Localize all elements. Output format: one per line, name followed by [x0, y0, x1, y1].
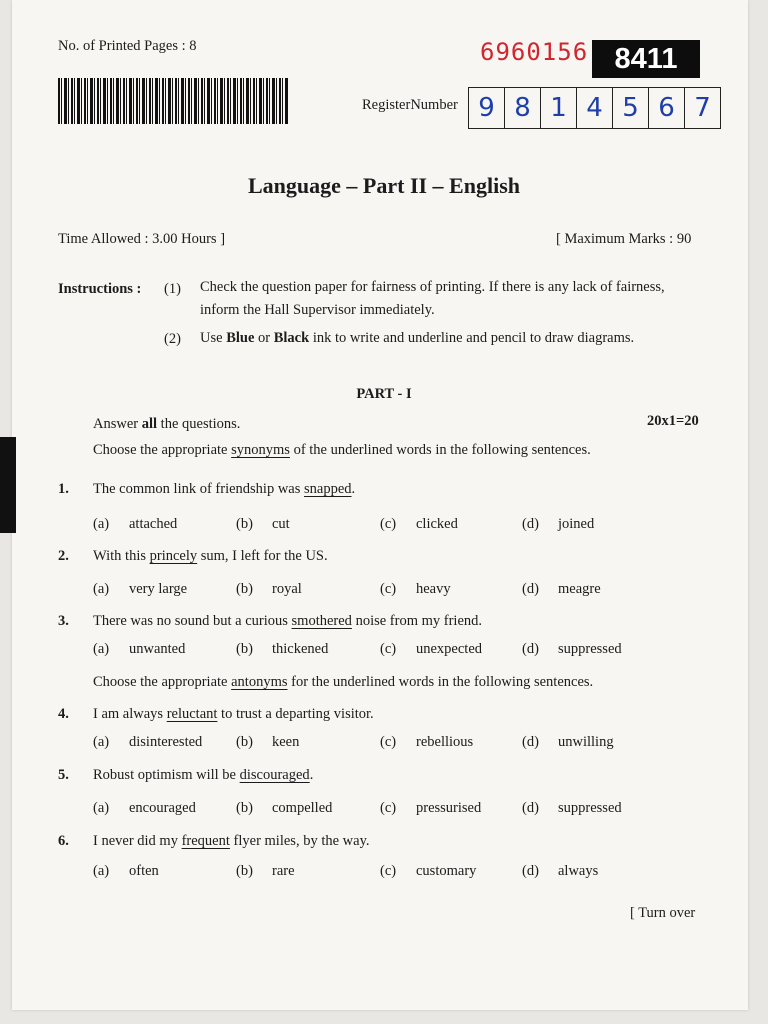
serial-number: 6960156 [480, 38, 589, 66]
option-text: compelled [272, 800, 333, 816]
instruction-number: (2) [164, 331, 181, 347]
option-text: heavy [416, 581, 451, 597]
option-label: (c) [380, 800, 397, 816]
question-number: 6. [58, 833, 69, 849]
option-label: (d) [522, 516, 539, 532]
option-label: (c) [380, 581, 397, 597]
register-digit: 7 [694, 93, 711, 123]
option-label: (b) [236, 734, 253, 750]
option-text: keen [272, 734, 300, 750]
option-text: very large [129, 581, 188, 597]
option-label: (d) [522, 641, 539, 657]
option-text: rebellious [416, 734, 474, 750]
option-text: thickened [272, 641, 329, 657]
option-label: (b) [236, 863, 253, 879]
option-text: cut [272, 516, 290, 532]
scan-edge-mark [0, 437, 16, 533]
turn-over-note: [ Turn over [630, 905, 696, 921]
instruction-number: (1) [164, 281, 181, 297]
register-digit: 5 [613, 88, 649, 128]
option-label: (c) [380, 734, 397, 750]
question-number: 1. [58, 481, 69, 497]
instructions-label: Instructions : [58, 281, 142, 297]
instruction-line: Use Blue or Black ink to write and underline and pencil to draw diagrams. [200, 330, 635, 346]
option-label: (a) [93, 641, 110, 657]
option-text: encouraged [129, 800, 196, 816]
option-label: (c) [380, 516, 397, 532]
question-text: There was no sound but a curious smothered noise from my friend. [93, 613, 483, 629]
option-label: (a) [93, 516, 110, 532]
option-text: meagre [558, 581, 601, 597]
option-label: (d) [522, 863, 539, 879]
option-text: royal [272, 581, 302, 597]
printed-pages: No. of Printed Pages : 8 [58, 38, 197, 54]
option-label: (a) [93, 734, 110, 750]
register-number-boxes [468, 87, 721, 129]
option-text: suppressed [558, 641, 622, 657]
antonym-instruction: Choose the appropriate antonyms for the underlined words in the following sentences. [93, 674, 594, 690]
option-label: (d) [522, 800, 539, 816]
question-number: 2. [58, 548, 69, 564]
option-text: unwanted [129, 641, 186, 657]
question-number: 4. [58, 706, 69, 722]
option-label: (d) [522, 734, 539, 750]
synonym-instruction: Choose the appropriate synonyms of the underlined words in the following sentences. [93, 442, 591, 458]
option-text: clicked [416, 516, 458, 532]
option-label: (c) [380, 641, 397, 657]
question-text: With this princely sum, I left for the US. [93, 548, 328, 564]
register-digit: 6 [649, 88, 685, 128]
part-heading: PART - I [356, 386, 412, 402]
question-text: The common link of friendship was snapped. [93, 481, 356, 497]
register-digit: 8 [505, 88, 541, 128]
option-label: (a) [93, 581, 110, 597]
time-allowed: Time Allowed : 3.00 Hours ] [58, 231, 226, 247]
option-label: (a) [93, 863, 110, 879]
question-text: I never did my frequent flyer miles, by the way. [93, 833, 370, 849]
register-digit: 4 [577, 88, 613, 128]
marks-scheme: 20x1=20 [647, 413, 699, 429]
option-text: unexpected [416, 641, 483, 657]
instruction-line: inform the Hall Supervisor immediately. [200, 302, 435, 318]
register-digit: 9 [469, 88, 505, 128]
option-text: attached [129, 516, 178, 532]
option-text: suppressed [558, 800, 622, 816]
page-title: Language – Part II – English [248, 173, 520, 198]
question-text: I am always reluctant to trust a departing visitor. [93, 706, 374, 722]
option-text: customary [416, 863, 477, 879]
option-text: often [129, 863, 159, 879]
option-text: disinterested [129, 734, 203, 750]
paper-code: 8411 [592, 40, 700, 78]
option-text: unwilling [558, 734, 614, 750]
barcode [58, 78, 288, 124]
option-label: (c) [380, 863, 397, 879]
option-label: (b) [236, 800, 253, 816]
option-label: (b) [236, 641, 253, 657]
option-label: (d) [522, 581, 539, 597]
option-text: pressurised [416, 800, 482, 816]
register-digit: 1 [541, 88, 577, 128]
answer-all-instruction: Answer all the questions. [93, 416, 241, 432]
option-label: (b) [236, 516, 253, 532]
maximum-marks: [ Maximum Marks : 90 [556, 231, 692, 247]
instruction-line: Check the question paper for fairness of printing. If there is any lack of fairness, [200, 279, 665, 295]
option-label: (b) [236, 581, 253, 597]
question-number: 3. [58, 613, 69, 629]
option-text: always [558, 863, 599, 879]
option-text: rare [272, 863, 295, 879]
option-label: (a) [93, 800, 110, 816]
option-text: joined [558, 516, 595, 532]
question-number: 5. [58, 767, 69, 783]
question-text: Robust optimism will be discouraged. [93, 767, 314, 783]
exam-paper [12, 0, 748, 1010]
register-number-label: RegisterNumber [362, 97, 458, 113]
